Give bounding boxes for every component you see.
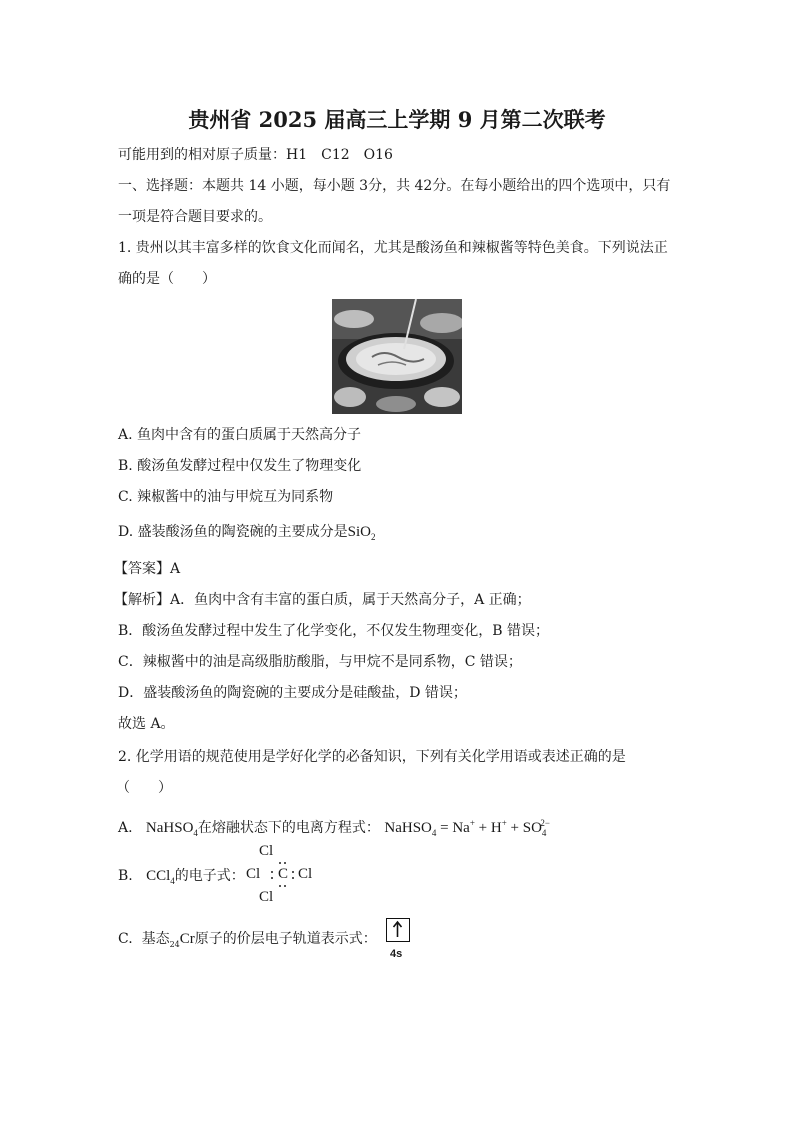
lewis-cl-top: Cl — [259, 843, 274, 859]
q1-option-d-text: D. 盛装酸汤鱼的陶瓷碗的主要成分是 — [118, 524, 348, 540]
q2-stem-line1: 2. 化学用语的规范使用是学好化学的必备知识，下列有关化学用语或表述正确的是 — [118, 749, 626, 765]
q1-answer: 【答案】A — [114, 561, 181, 577]
q1-option-c: C. 辣椒酱中的油与甲烷互为同系物 — [118, 489, 334, 505]
electron-dot — [279, 862, 281, 864]
q1-stem-line2: 确的是（ ） — [118, 271, 216, 287]
q1-analysis-line1: 【解析】A．鱼肉中含有丰富的蛋白质，属于天然高分子，A 正确； — [114, 592, 531, 608]
atomic-masses: 可能用到的相对原子质量：H1 C12 O16 — [118, 147, 393, 163]
lewis-cl-right: Cl — [298, 866, 313, 882]
lewis-cl-bottom: Cl — [259, 889, 274, 905]
section-heading-line1: 一、选择题：本题共 14 小题，每小题 3分，共 42分。在每小题给出的四个选项中，只有 — [118, 178, 671, 194]
up-arrow-icon — [387, 919, 408, 940]
lewis-cl-left: Cl — [246, 866, 261, 882]
q1-analysis-line4: D．盛装酸汤鱼的陶瓷碗的主要成分是硅酸盐，D 错误； — [118, 685, 467, 701]
q2-stem-line2: （ ） — [116, 780, 172, 796]
q1-stem-line1: 1. 贵州以其丰富多样的饮食文化而闻名，尤其是酸汤鱼和辣椒酱等特色美食。下列说法正 — [118, 240, 668, 256]
page-title: 贵州省 2025 届高三上学期 9 月第二次联考 — [188, 107, 606, 132]
q1-analysis-line3: C．辣椒酱中的油是高级脂肪酸脂，与甲烷不是同系物，C 错误； — [118, 654, 522, 670]
q2-option-c: C. 基态$_{24}$Cr原子的价层电子轨道表示式： — [118, 931, 377, 949]
q1-analysis-line5: 故选 A。 — [118, 716, 175, 732]
orbital-box-4s — [386, 918, 410, 942]
orbital-label-4s: 4s — [390, 948, 403, 960]
electron-dot — [271, 871, 273, 873]
q1-option-b: B. 酸汤鱼发酵过程中仅发生了物理变化 — [118, 458, 362, 474]
sio2-formula: SiO$_2$ — [347, 524, 376, 542]
q1-option-d — [118, 522, 375, 547]
ccl4-formula: CCl$_4$ — [146, 868, 175, 886]
electron-dot — [284, 885, 286, 887]
sour-fish-soup-photo — [332, 299, 462, 414]
lewis-c-center: C — [278, 866, 289, 882]
electron-dot — [271, 877, 273, 879]
ionization-equation: NaHSO$_4$ = $Na^+ + H^+ + SO_4^{2-}$ — [384, 818, 550, 838]
q1-analysis-line2: B．酸汤鱼发酵过程中发生了化学变化，不仅发生物理变化，B 错误； — [118, 623, 550, 639]
section-heading-line2: 一项是符合题目要求的。 — [118, 209, 272, 225]
q2-option-b: B. CCl$_4$的电子式： — [118, 868, 245, 886]
electron-dot — [279, 885, 281, 887]
q1-option-a: A. 鱼肉中含有的蛋白质属于天然高分子 — [118, 427, 362, 443]
electron-dot — [284, 862, 286, 864]
electron-dot — [292, 871, 294, 873]
ccl4-lewis-structure — [246, 843, 326, 907]
electron-dot — [292, 877, 294, 879]
q2-option-a: A. NaHSO$_4$在熔融状态下的电离方程式： NaHSO$_4$ = $Na^+ + H^+ + SO_4^{2-}$ — [118, 818, 550, 838]
nahso4-formula: NaHSO$_4$ — [145, 820, 198, 838]
